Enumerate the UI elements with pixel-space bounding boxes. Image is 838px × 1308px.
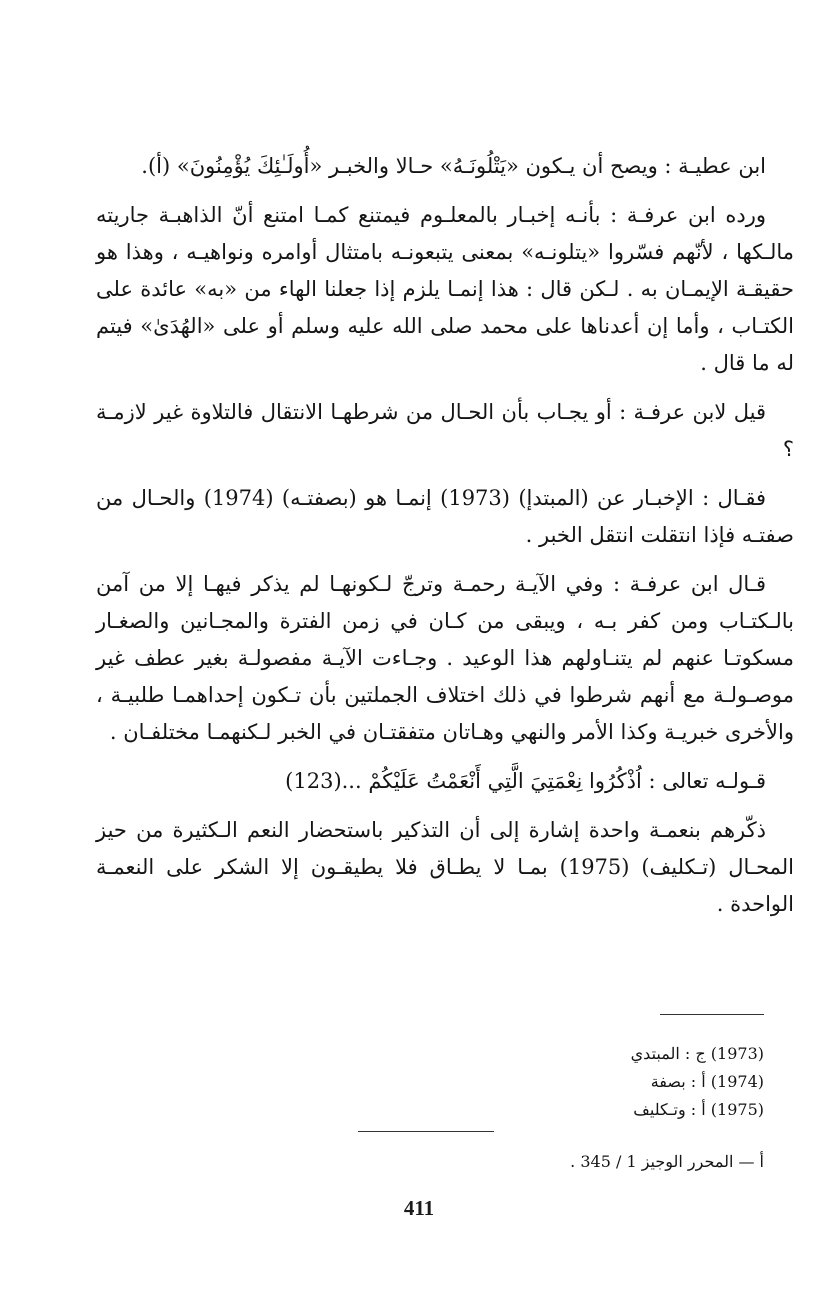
main-text-block xyxy=(96,148,794,935)
paragraph-ibn-arafa-rebuttal: ورده ابن عرفـة : بأنـه إخبـار بالمعلـوم فيمتنع كمـا امتنع أنّ الذاهبـة جاريته مالـكها ، لأنّهم فسّروا «يتلونـه» بمعنى يتبعونـه بامتثال أوامره ونواهيـه ، وهذا هو حقيقـة الإيمـان به . لـكن قال : هذا إنمـا يلزم إذا جعلنا الهاء من «به» عائدة على الكتـاب ، وأما إن أعدناها على محمد صلى الله عليه وسلم أو على «الهُدَىٰ» فيتم له ما قال . xyxy=(96,203,794,375)
footnote-1974: (1974) أ : بصفة xyxy=(650,1072,764,1091)
source-divider xyxy=(358,1131,494,1132)
paragraph-reminder-of-blessing: ذكّرهم بنعمـة واحدة إشارة إلى أن التذكير باستحضار النعم الـكثيرة من حيز المحـال (تـكليف) (1975) بمـا لا يطـاق فلا يطيقـون إلا الشكر على النعمـة الواحدة . xyxy=(96,818,794,916)
paragraph-ibn-atiyya: ابن عطيـة : ويصح أن يـكون «يَتْلُونَـهُ» حـالا والخبـر «أُولَـٰئِكَ يُؤْمِنُونَ» (أ). xyxy=(141,154,766,178)
footnote-1973: (1973) ج : المبتدي xyxy=(630,1044,764,1063)
footnotes xyxy=(434,1040,764,1124)
source-reference: أ — المحرر الوجيز 1 / 345 . xyxy=(570,1152,764,1171)
page-number: 411 xyxy=(403,1196,435,1220)
paragraph-question-to-ibn-arafa: قيل لابن عرفـة : أو يجـاب بأن الحـال من شرطهـا الانتقال فالتلاوة غير لازمـة ؟ xyxy=(96,400,794,461)
paragraph-verse-quote: قـولـه تعالى : اُذْكُرُوا نِعْمَتِيَ الَّتِي أَنْعَمْتُ عَلَيْكُمْ ...(123) xyxy=(285,769,766,793)
footnote-1975: (1975) أ : وتـكليف xyxy=(633,1100,764,1119)
paragraph-answer: فقـال : الإخبـار عن (المبتدإ) (1973) إنمـا هو (بصفتـه) (1974) والحـال من صفتـه فإذا انتقلت انتقل الخبر . xyxy=(96,486,794,547)
footnote-divider xyxy=(660,1014,764,1015)
paragraph-mercy-in-verse: قـال ابن عرفـة : وفي الآيـة رحمـة وترجّ لـكونهـا لم يذكر فيهـا إلا من آمن بالـكتـاب ومن كفر بـه ، ويبقى من كـان في زمن الفترة والمجـانين والصغـار مسكوتـا عنهم لم يتنـاولهم هذا الوعيد . وجـاءت الآيـة مفصولـة بغير عطف غير موصـولـة مع أنهم شرطوا في ذلك اختلاف الجملتين بأن تـكون إحداهمـا طلبيـة ، والأخرى خبريـة وكذا الأمر والنهي وهـاتان متفقتـان في الخبر لـكنهمـا مختلفـان . xyxy=(96,572,794,744)
